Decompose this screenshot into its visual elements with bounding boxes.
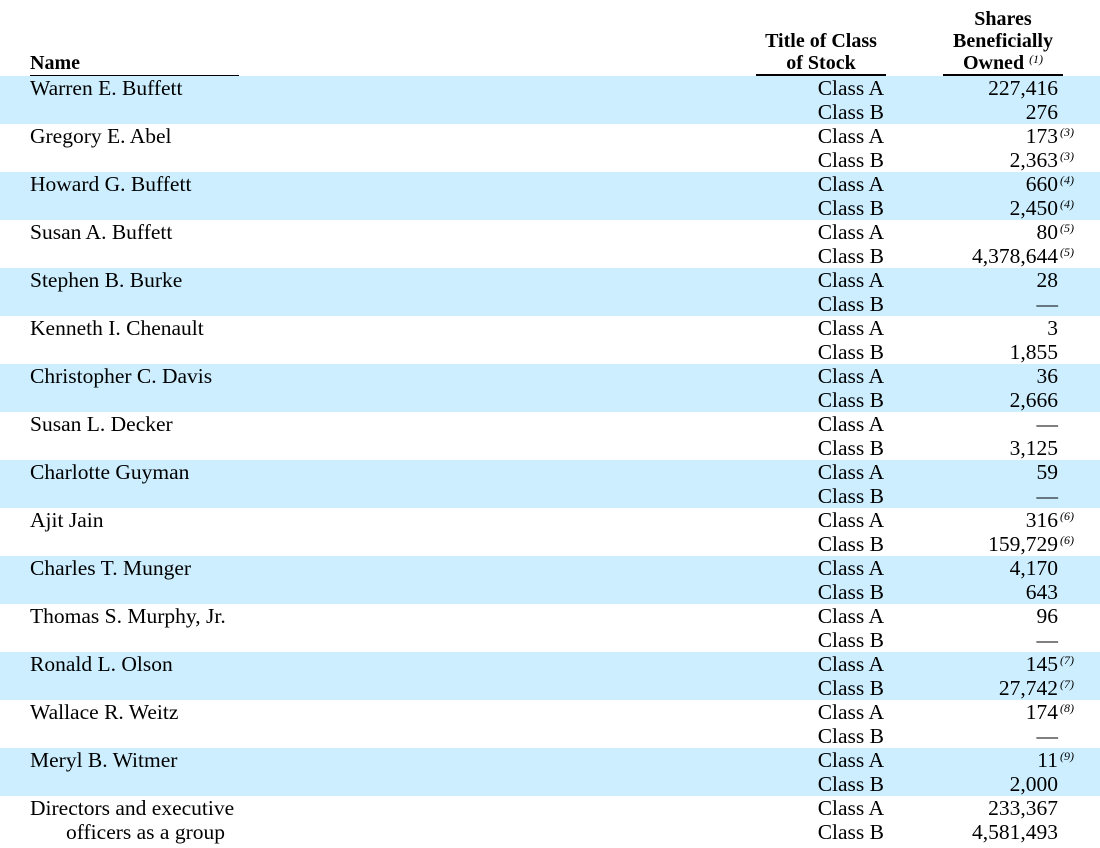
holder-name (30, 460, 189, 484)
holder-name-text: Directors and executive (30, 796, 235, 820)
table-row (0, 748, 1100, 796)
column-header-class-line2: of Stock (786, 52, 856, 74)
stock-class-b: Class B (817, 676, 884, 700)
table-row (0, 316, 1100, 364)
holder-name (30, 220, 172, 244)
table-row (0, 556, 1100, 604)
stock-class-b: Class B (817, 244, 884, 268)
table-row (0, 460, 1100, 508)
column-header-shares-line2: Beneficially (953, 30, 1053, 52)
shares-owned-class-a: 227,416 (988, 76, 1058, 100)
stock-class-b: Class B (817, 532, 884, 556)
footnote-marker: (7) (1060, 677, 1074, 691)
stock-class-b: Class B (817, 724, 884, 748)
shares-owned-class-b: 4,378,644 (972, 244, 1058, 268)
holder-name-text: Charles T. Munger (30, 556, 192, 580)
shares-owned-class-a: 36 (1036, 364, 1058, 388)
stock-class-b: Class B (817, 340, 884, 364)
stock-class-b: Class B (817, 772, 884, 796)
holder-name (30, 796, 234, 844)
footnote-marker: (6) (1060, 533, 1074, 547)
column-header-shares-line1: Shares (974, 8, 1032, 30)
shares-owned-class-a: 174 (1025, 700, 1058, 724)
stock-class-b: Class B (817, 484, 884, 508)
shares-owned-class-b: — (1036, 484, 1058, 508)
shares-owned-class-b: 2,000 (1009, 772, 1058, 796)
footnote-marker: (8) (1060, 701, 1074, 715)
holder-name (30, 172, 191, 196)
shares-owned-class-a: 173 (1025, 124, 1058, 148)
holder-name-text: Charlotte Guyman (30, 460, 190, 484)
table-row (0, 604, 1100, 652)
shares-owned-class-b: — (1036, 628, 1058, 652)
stock-class-a: Class A (817, 748, 884, 772)
shares-owned-class-b: 1,855 (1009, 340, 1058, 364)
shares-owned-class-a: — (1036, 412, 1058, 436)
column-header-shares-line3: Owned (962, 52, 1025, 74)
holder-name-text: Howard G. Buffett (30, 172, 192, 196)
table-row (0, 172, 1100, 220)
shares-owned-class-a: 233,367 (988, 796, 1058, 820)
table-row (0, 412, 1100, 460)
holder-name (30, 364, 212, 388)
shares-owned-class-a: 96 (1036, 604, 1058, 628)
stock-class-a: Class A (817, 76, 884, 100)
stock-class-a: Class A (817, 604, 884, 628)
footnote-marker: (6) (1060, 509, 1074, 523)
stock-class-a: Class A (817, 268, 884, 292)
shares-owned-class-a: 316 (1025, 508, 1058, 532)
column-header-name (30, 52, 239, 77)
table-row (0, 508, 1100, 556)
shares-owned-class-a: 28 (1036, 268, 1058, 292)
column-header-title-of-class (756, 30, 886, 76)
stock-class-a: Class A (817, 124, 884, 148)
shares-owned-class-b: 27,742 (998, 676, 1058, 700)
shares-owned-class-b: 2,363 (1009, 148, 1058, 172)
stock-class-a: Class A (817, 316, 884, 340)
holder-name-text: Susan L. Decker (30, 412, 173, 436)
shares-owned-class-b: 2,666 (1009, 388, 1058, 412)
table-row (0, 124, 1100, 172)
stock-class-a: Class A (817, 508, 884, 532)
holder-name-text: Thomas S. Murphy, Jr. (30, 604, 226, 628)
shares-owned-class-a: 4,170 (1009, 556, 1058, 580)
holder-name-text: Kenneth I. Chenault (30, 316, 204, 340)
footnote-marker: (4) (1060, 173, 1074, 187)
holder-name (30, 412, 173, 436)
holder-name (30, 748, 177, 772)
stock-class-a: Class A (817, 460, 884, 484)
footnote-marker: (1) (1029, 52, 1044, 66)
stock-class-b: Class B (817, 196, 884, 220)
shares-owned-class-a: 145 (1025, 652, 1058, 676)
stock-class-a: Class A (817, 796, 884, 820)
shares-owned-class-b: 276 (1025, 100, 1058, 124)
shares-owned-class-b: 2,450 (1009, 196, 1058, 220)
shares-owned-class-a: 3 (1047, 316, 1058, 340)
table-row (0, 652, 1100, 700)
shares-owned-class-a: 660 (1025, 172, 1058, 196)
shares-owned-class-b: — (1036, 724, 1058, 748)
shares-owned-class-b: 4,581,493 (972, 820, 1058, 844)
shares-owned-class-b: 3,125 (1009, 436, 1058, 460)
stock-class-b: Class B (817, 292, 884, 316)
holder-name-text: Meryl B. Witmer (30, 748, 178, 772)
stock-class-b: Class B (817, 580, 884, 604)
column-header-name-text: Name (30, 52, 80, 74)
holder-name-text: Wallace R. Weitz (30, 700, 179, 724)
footnote-marker: (5) (1060, 221, 1074, 235)
holder-name (30, 268, 182, 292)
holder-name (30, 316, 204, 340)
column-header-class-line1: Title of Class (765, 30, 877, 52)
stock-class-b: Class B (817, 436, 884, 460)
holder-name-text: Susan A. Buffett (30, 220, 173, 244)
stock-class-a: Class A (817, 556, 884, 580)
stock-class-b: Class B (817, 100, 884, 124)
stock-class-a: Class A (817, 172, 884, 196)
holder-name-text: Ronald L. Olson (30, 652, 173, 676)
footnote-marker: (5) (1060, 245, 1074, 259)
table-row (0, 700, 1100, 748)
stock-class-b: Class B (817, 148, 884, 172)
holder-name-text: Warren E. Buffett (30, 76, 183, 100)
holder-name (30, 76, 183, 100)
shares-owned-class-b: 643 (1025, 580, 1058, 604)
table-row (0, 220, 1100, 268)
footnote-marker: (4) (1060, 197, 1074, 211)
holder-name-text: Stephen B. Burke (30, 268, 183, 292)
holder-name-text: Gregory E. Abel (30, 124, 172, 148)
holder-name-text: Ajit Jain (30, 508, 104, 532)
holder-name (30, 700, 178, 724)
stock-class-b: Class B (817, 628, 884, 652)
shares-owned-class-a: 80 (1036, 220, 1058, 244)
column-header-shares-owned (943, 8, 1063, 76)
stock-class-a: Class A (817, 220, 884, 244)
shares-owned-class-a: 11 (1037, 748, 1058, 772)
stock-class-a: Class A (817, 412, 884, 436)
holder-name (30, 652, 173, 676)
shares-owned-class-b: 159,729 (988, 532, 1058, 556)
table-row (0, 76, 1100, 124)
holder-name-text: Christopher C. Davis (30, 364, 213, 388)
holder-name (30, 604, 226, 628)
holder-name (30, 556, 191, 580)
table-row (0, 364, 1100, 412)
stock-class-a: Class A (817, 652, 884, 676)
shares-owned-class-a: 59 (1036, 460, 1058, 484)
ownership-table-body (0, 76, 1100, 844)
footnote-marker: (3) (1060, 149, 1074, 163)
table-row (0, 796, 1100, 844)
stock-class-b: Class B (817, 820, 884, 844)
stock-class-a: Class A (817, 364, 884, 388)
shares-owned-class-b: — (1036, 292, 1058, 316)
table-row (0, 268, 1100, 316)
holder-name (30, 508, 103, 532)
stock-class-a: Class A (817, 700, 884, 724)
footnote-marker: (3) (1060, 125, 1074, 139)
holder-name (30, 124, 172, 148)
footnote-marker: (7) (1060, 653, 1074, 667)
holder-name-continuation: officers as a group (66, 820, 226, 844)
footnote-marker: (9) (1060, 749, 1074, 763)
stock-class-b: Class B (817, 388, 884, 412)
